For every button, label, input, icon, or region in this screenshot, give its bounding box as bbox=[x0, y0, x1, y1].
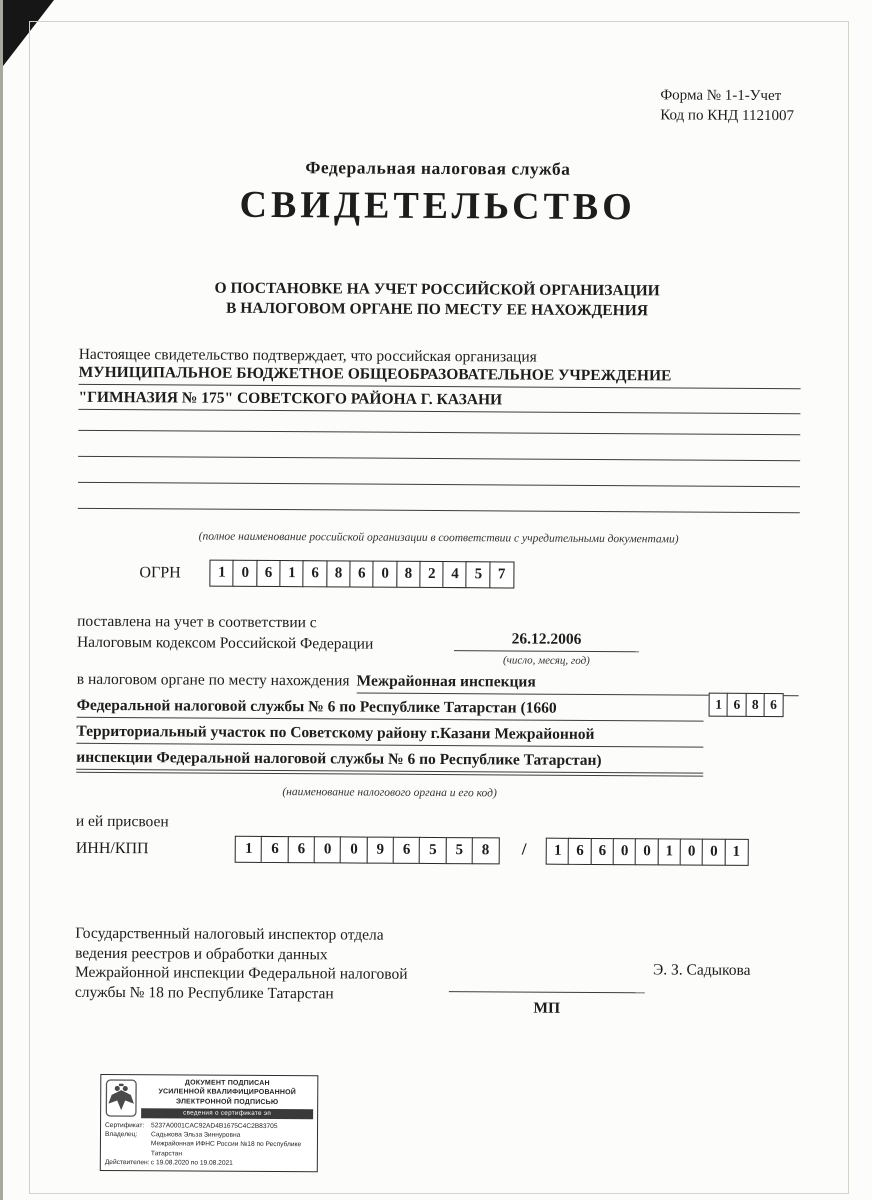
owner-organization: Межрайонная ИФНС России №18 по Республике Татарстан bbox=[150, 1140, 302, 1158]
org-name-line-1: МУНИЦИПАЛЬНОЕ БЮДЖЕТНОЕ ОБЩЕОБРАЗОВАТЕЛЬНОЕ УЧРЕЖДЕНИЕ bbox=[79, 364, 801, 389]
assignment-lead: и ей присвоен bbox=[75, 812, 169, 831]
document-subtitle-line-2: В НАЛОГОВОМ ОРГАНЕ ПО МЕСТУ ЕЕ НАХОЖДЕНИЯ bbox=[226, 299, 649, 320]
digital-signature-stamp bbox=[100, 1074, 319, 1172]
digit-cell: 4 bbox=[442, 561, 467, 588]
document-title: СВИДЕТЕЛЬСТВО bbox=[239, 183, 636, 229]
document-subtitle-line-1: О ПОСТАНОВКЕ НА УЧЕТ РОССИЙСКОЙ ОРГАНИЗАЦИИ bbox=[214, 279, 660, 300]
ogrn-digit-boxes bbox=[209, 560, 514, 589]
knd-code: Код по КНД 1121007 bbox=[660, 107, 795, 125]
kpp-digit-boxes bbox=[546, 838, 749, 866]
digit-cell: 2 bbox=[419, 561, 444, 588]
coat-of-arms-icon bbox=[105, 1078, 137, 1118]
digit-cell: 1 bbox=[709, 693, 729, 717]
digit-cell: 9 bbox=[366, 837, 394, 864]
stamp-title-line-2: УСИЛЕННОЙ КВАЛИФИЦИРОВАННОЙ bbox=[158, 1088, 297, 1097]
digit-cell: 6 bbox=[349, 560, 374, 587]
registration-line-1: поставлена на учет в соответствии с bbox=[77, 612, 317, 632]
blank-ruled-line bbox=[78, 508, 800, 513]
tax-office-name-1: Межрайонная инспекция bbox=[357, 673, 799, 697]
signature-line bbox=[449, 966, 645, 993]
blank-ruled-line bbox=[78, 482, 800, 487]
agency-name: Федеральная налоговая служба bbox=[305, 157, 571, 179]
digit-cell: 0 bbox=[635, 838, 659, 865]
form-number: Форма № 1-1-Учет bbox=[660, 87, 782, 105]
tax-office-name-2: Федеральной налоговой службы № 6 по Республике Татарстан (1660 bbox=[77, 697, 704, 722]
digit-cell: 1 bbox=[657, 838, 681, 865]
digit-cell: 0 bbox=[233, 560, 258, 587]
inn-kpp-separator: / bbox=[521, 839, 527, 859]
digit-cell: 0 bbox=[373, 561, 398, 588]
digit-cell: 6 bbox=[590, 838, 614, 865]
digit-cell: 0 bbox=[340, 836, 368, 863]
registration-date: 26.12.2006 bbox=[454, 630, 639, 652]
digit-cell: 1 bbox=[279, 560, 304, 587]
stamp-title bbox=[141, 1079, 313, 1119]
digit-cell: 8 bbox=[326, 560, 351, 587]
digit-cell: 6 bbox=[763, 693, 783, 717]
digit-cell: 6 bbox=[393, 837, 421, 864]
digit-cell: 5 bbox=[466, 561, 491, 588]
stamp-validity-row bbox=[105, 1158, 313, 1168]
inn-kpp-label: ИНН/КПП bbox=[75, 839, 149, 858]
stamp-details bbox=[105, 1121, 313, 1168]
stamp-header bbox=[105, 1078, 313, 1119]
digit-cell: 6 bbox=[303, 560, 328, 587]
official-title-line-1: Государственный налоговый инспектор отдела bbox=[75, 924, 384, 944]
digit-cell: 8 bbox=[471, 837, 499, 864]
form-meta bbox=[660, 85, 794, 126]
signer-name: Э. З. Садыкова bbox=[652, 961, 751, 979]
digit-cell: 0 bbox=[702, 839, 726, 866]
tax-office-line-1 bbox=[77, 671, 799, 696]
digit-cell: 6 bbox=[256, 560, 281, 587]
blank-ruled-line bbox=[78, 456, 800, 461]
certificate-value: 5237A0001CAC92AD4B1675C4C2B83705 bbox=[151, 1122, 278, 1131]
certificate-info-band: сведения о сертификате эп bbox=[141, 1108, 313, 1119]
mp-seal-label: МП bbox=[533, 999, 561, 1017]
validity-value: с 19.08.2020 по 19.08.2021 bbox=[150, 1159, 233, 1167]
digit-cell: 6 bbox=[287, 836, 315, 863]
registration-date-caption: (число, месяц, год) bbox=[502, 654, 590, 667]
digit-cell: 0 bbox=[314, 836, 342, 863]
digit-cell: 5 bbox=[419, 837, 447, 864]
digit-cell: 1 bbox=[209, 560, 234, 587]
digit-cell: 1 bbox=[546, 838, 570, 865]
digit-cell: 5 bbox=[445, 837, 473, 864]
intro-text: Настоящее свидетельство подтверждает, что российская организация bbox=[78, 345, 537, 366]
digit-cell: 1 bbox=[235, 836, 263, 863]
ogrn-label: ОГРН bbox=[139, 564, 181, 582]
digit-cell: 8 bbox=[396, 561, 421, 588]
validity-label: Действителен: bbox=[104, 1158, 150, 1167]
official-title-line-4: службы № 18 по Республике Татарстан bbox=[74, 983, 334, 1002]
stamp-title-line-3: ЭЛЕКТРОННОЙ ПОДПИСЬЮ bbox=[176, 1097, 279, 1106]
inn-digit-boxes bbox=[235, 836, 500, 865]
digit-cell: 0 bbox=[613, 838, 637, 865]
official-title-line-2: ведения реестров и обработки данных bbox=[75, 944, 328, 963]
tax-office-caption: (наименование налогового органа и его код) bbox=[282, 786, 497, 800]
tax-office-name-3: Территориальный участок по Советскому району г.Казани Межрайонной bbox=[76, 723, 703, 748]
tax-office-lead: в налоговом органе по месту нахождения bbox=[76, 670, 350, 690]
digit-cell: 6 bbox=[727, 693, 747, 717]
org-name-caption: (полное наименование российской организации в соответствии с учредительными документами) bbox=[198, 530, 679, 546]
org-name-line-2: "ГИМНАЗИЯ № 175" СОВЕТСКОГО РАЙОНА Г. КАЗАНИ bbox=[78, 389, 800, 414]
owner-name: Садыкова Эльза Зиннуровна bbox=[150, 1131, 241, 1140]
digit-cell: 1 bbox=[724, 839, 748, 866]
stamp-title-line-1: ДОКУМЕНТ ПОДПИСАН bbox=[184, 1079, 270, 1088]
official-title-block bbox=[75, 924, 475, 1004]
owner-org-spacer bbox=[105, 1139, 151, 1158]
certificate-label: Сертификат: bbox=[105, 1121, 145, 1130]
tax-office-code-boxes bbox=[709, 693, 784, 717]
tax-office-name-4: инспекции Федеральной налоговой службы № 6 по Республике Татарстан) bbox=[76, 749, 703, 774]
digit-cell: 6 bbox=[261, 836, 289, 863]
registration-line-2: Налоговым кодексом Российской Федерации bbox=[76, 633, 374, 653]
digit-cell: 0 bbox=[680, 838, 704, 865]
owner-label: Владелец: bbox=[104, 1131, 138, 1139]
digit-cell: 6 bbox=[568, 838, 592, 865]
digit-cell: 7 bbox=[489, 561, 514, 588]
digit-cell: 8 bbox=[745, 693, 765, 717]
blank-ruled-line bbox=[78, 430, 800, 435]
stamp-owner-org-row bbox=[105, 1139, 313, 1159]
official-title-line-3: Межрайонной инспекции Федеральной налоговой bbox=[74, 963, 408, 983]
